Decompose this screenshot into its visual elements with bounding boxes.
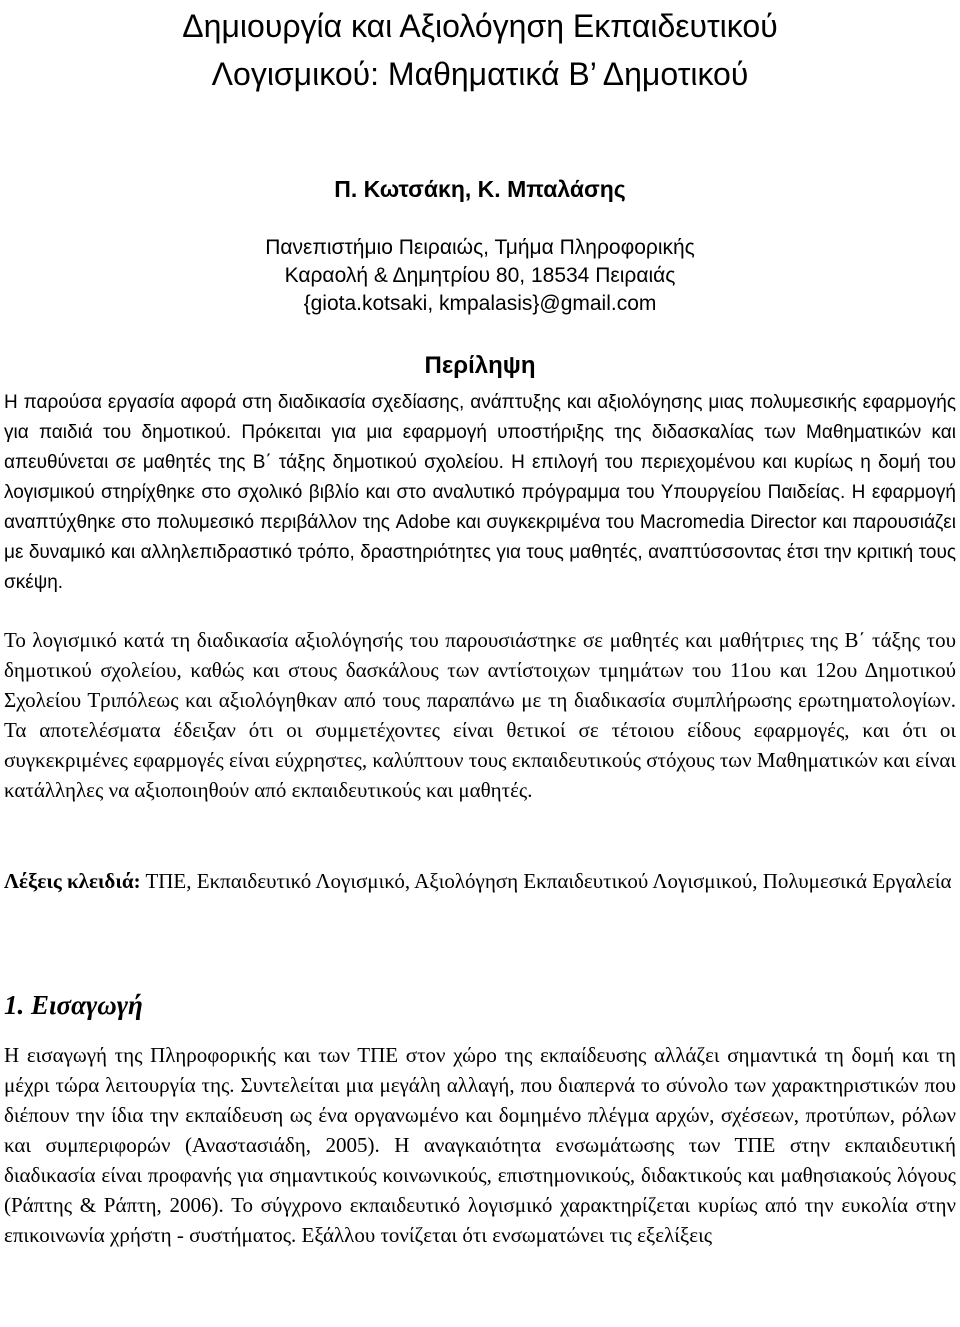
keywords (4, 866, 956, 896)
affiliation-university: Πανεπιστήμιο Πειραιώς, Τμήμα Πληροφορικής (265, 236, 695, 259)
affiliation-address: Καραολή & Δημητρίου 80, 18534 Πειραιάς (284, 264, 676, 287)
paper-title (4, 0, 956, 98)
abstract-text: Η παρούσα εργασία αφορά στη διαδικασία σχεδίασης, ανάπτυξης και αξιολόγησης μιας πολυμεσικής εφαρμογής για παιδιά του δημοτικού. Πρόκειται για μια εφαρμογή υποστήριξης της διδασκαλίας των Μαθηματικών και απευθύνεται σε μαθητές της Β΄ τάξης δημοτικού σχολείου. Η επιλογή του περιεχομένου και κυρίως η δομή του λογισμικού στηρίχθηκε στο σχολικό βιβλίο και στο αναλυτικό πρόγραμμα του Υπουργείου Παιδείας. Η εφαρμογή αναπτύχθηκε στο πολυμεσικό περιβάλλον της Adobe και συγκεκριμένα του Macromedia Director και παρουσιάζει με δυναμικό και αλληλεπιδραστικό τρόπο, δραστηριότητες για τους μαθητές, αναπτύσσοντας έτσι την κριτική τους σκέψη. (4, 392, 956, 593)
abstract-heading: Περίληψη (424, 352, 536, 379)
affiliation-email: {giota.kotsaki, kmpalasis}@gmail.com (303, 292, 657, 315)
title-line-1: Δημιουργία και Αξιολόγηση Εκπαιδευτικού (182, 8, 778, 44)
authors: Π. Κωτσάκη, Κ. Μπαλάσης (334, 176, 626, 202)
keywords-label: Λέξεις κλειδιά: (4, 869, 141, 893)
affiliation (0, 234, 960, 318)
title-line-2: Λογισμικού: Μαθηματικά Β’ Δημοτικού (211, 56, 749, 92)
section-heading-introduction: 1. Εισαγωγή (4, 990, 143, 1020)
evaluation-paragraph: Το λογισμικό κατά τη διαδικασία αξιολόγησής του παρουσιάστηκε σε μαθητές και μαθήτριες της Β΄ τάξης του δημοτικού σχολείου, καθώς και στους δασκάλους των αντίστοιχων τμημάτων του 11ου και 12ου Δημοτικού Σχολείου Τριπόλεως και αξιολόγηθκαν από τους παραπάνω με τη διαδικασία συμπλήρωσης ερωτηματολογίων. Τα αποτελέσματα έδειξαν ότι οι συμμετέχοντες είναι θετικοί σε τέτοιου είδους εφαρμογές, και ότι οι συγκεκριμένες εφαρμογές είναι εύχρηστες, καλύπτουν τους εκπαιδευτικούς στόχους των Μαθηματικών και είναι κατάλληλες να αξιοποιηθούν από εκπαιδευτικούς και μαθητές. (4, 628, 956, 802)
keywords-text: ΤΠΕ, Εκπαιδευτικό Λογισμικό, Αξιολόγηση Εκπαιδευτικού Λογισμικού, Πολυμεσικά Εργαλεία (145, 869, 952, 893)
introduction-paragraph: Η εισαγωγή της Πληροφορικής και των ΤΠΕ στον χώρο της εκπαίδευσης αλλάζει σημαντικά τη δομή και τη μέχρι τώρα λειτουργία της. Συντελείται μια μεγάλη αλλαγή, που διαπερνά το σύνολο των χαρακτηριστικών που διέπουν την ίδια την εκπαίδευση ως ένα οργανωμένο και δομημένο πλέγμα αρχών, σχέσεων, προτύπων, ρόλων και συμπεριφορών (Αναστασιάδη, 2005). Η αναγκαιότητα ενσωμάτωσης των ΤΠΕ στην εκπαιδευτική διαδικασία είναι προφανής για σημαντικούς κοινωνικούς, επιστημονικούς, διδακτικούς και μαθησιακούς λόγους (Ράπτης & Ράπτη, 2006). Το σύγχρονο εκπαιδευτικό λογισμικό χαρακτηρίζεται κυρίως από την ευκολία στην επικοινωνία χρήστη - συστήματος. Εξάλλου τονίζεται ότι ενσωματώνει τις εξελίξεις (4, 1043, 956, 1247)
